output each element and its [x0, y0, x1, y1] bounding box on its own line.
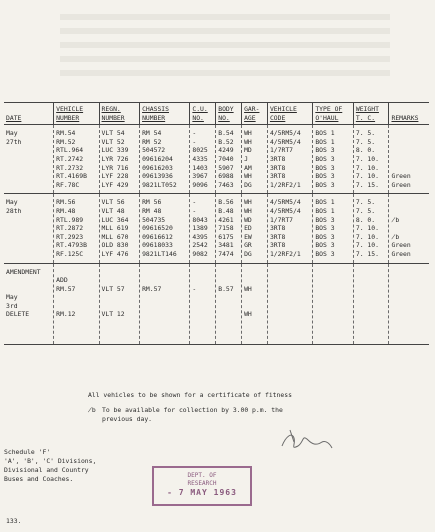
spacer	[56, 293, 96, 302]
cell-value: 5907	[218, 163, 234, 172]
spacer	[218, 268, 239, 277]
column-cell	[267, 194, 312, 263]
cell-value: 1/2RF2/1	[269, 249, 301, 258]
cell-value: 7. 5.	[355, 137, 376, 146]
delete-value	[192, 310, 213, 319]
cell-value: ED	[244, 224, 252, 233]
cell-value: 9821LT146	[142, 249, 177, 258]
cell-value: BOS 1	[315, 198, 335, 207]
amendment-date-line: 3rd	[6, 301, 18, 310]
delete-value	[142, 310, 187, 319]
column-cell	[242, 194, 268, 263]
amendment-cell	[190, 263, 216, 344]
spacer	[142, 302, 187, 311]
column-cell	[242, 125, 268, 194]
header-overhaul-type: TYPE OF O'HAUL	[313, 103, 354, 125]
cell-value: EW	[244, 232, 252, 241]
cell-value: OLD 830	[101, 241, 129, 250]
column-cell	[216, 194, 242, 263]
cell-value: BOS 3	[315, 215, 335, 224]
spacer	[192, 268, 213, 277]
cell-value: 3RT8	[269, 241, 286, 250]
cell-value: 7. 15.	[355, 180, 379, 189]
cell-value: 7. 10.	[355, 224, 379, 233]
spacer	[142, 276, 187, 285]
spacer	[270, 302, 310, 311]
spacer	[315, 268, 351, 277]
cell-value	[391, 198, 427, 207]
cell-value: LYF 228	[101, 172, 129, 181]
spacer	[192, 302, 213, 311]
cell-value: RM 54	[142, 129, 162, 138]
add-value: -	[192, 284, 197, 293]
spacer	[142, 268, 187, 277]
cell-value: 4335	[192, 154, 208, 163]
add-value: RM.57	[142, 284, 162, 293]
cell-value: 7. 10.	[355, 241, 379, 250]
table-body	[4, 125, 429, 344]
column-cell	[190, 194, 216, 263]
received-stamp: DEPT. OF RESEARCH - 7 MAY 1963	[152, 466, 252, 506]
collection-mark: ̸b	[88, 406, 96, 414]
cell-value: 8025	[192, 146, 208, 155]
column-cell	[99, 194, 140, 263]
notes-block	[88, 391, 292, 430]
cell-value: 4249	[218, 146, 234, 155]
cell-value: ̸b	[391, 215, 400, 224]
column-cell	[99, 125, 140, 194]
spacer	[6, 276, 51, 285]
cell-value: 3RT8	[269, 154, 286, 163]
amendment-date-cell	[4, 263, 54, 344]
cell-value	[391, 155, 427, 164]
cell-value: BOS 3	[315, 146, 335, 155]
cell-value: 1403	[192, 163, 208, 172]
header-garage: GAR- AGE	[242, 103, 268, 125]
amendment-cell	[140, 263, 190, 344]
cell-value: 3481	[218, 241, 234, 250]
cell-value: BOS 3	[315, 249, 335, 258]
spacer	[102, 302, 138, 311]
cell-value: RT.2732	[56, 163, 84, 172]
cell-value: WD	[244, 215, 252, 224]
cell-value: AM	[244, 163, 252, 172]
cell-value: 9082	[192, 249, 208, 258]
collection-note: ̸b To be available for collection by 3.00 p.m. the previous day.	[88, 406, 283, 423]
column-cell	[389, 125, 429, 194]
column-cell	[353, 194, 389, 263]
cell-value: MD	[244, 146, 252, 155]
spacer	[244, 302, 265, 311]
cell-value	[391, 207, 427, 216]
cell-value	[391, 146, 427, 155]
column-cell	[54, 194, 99, 263]
spacer	[244, 293, 265, 302]
header-remarks: REMARKS	[389, 103, 429, 125]
spacer	[244, 276, 265, 285]
cell-value: 09616520	[142, 224, 173, 233]
column-cell	[267, 125, 312, 194]
header-weight: WEIGHT T. C.	[353, 103, 389, 125]
cell-value: LYF 476	[101, 249, 129, 258]
spacer	[391, 276, 427, 285]
amendment-heading: AMENDMENT	[6, 267, 41, 276]
date-line: May	[6, 198, 18, 207]
faint-show-through	[60, 6, 390, 86]
cell-value: VLT 56	[101, 198, 125, 207]
cell-value: MLL 670	[101, 232, 129, 241]
delete-value: VLT 12	[101, 310, 125, 319]
spacer	[270, 293, 310, 302]
spacer	[315, 276, 351, 285]
date-cell	[4, 194, 54, 263]
cell-value: BOS 1	[315, 206, 335, 215]
cell-value: RM 48	[142, 206, 162, 215]
spacer	[270, 268, 310, 277]
cell-value: J	[244, 154, 248, 163]
cell-value: 1/7RT7	[269, 146, 294, 155]
amendment-cell	[313, 263, 354, 344]
cell-value	[391, 138, 427, 147]
cell-value: BOS 3	[315, 163, 335, 172]
cell-value: RM.52	[56, 137, 76, 146]
spacer	[6, 285, 51, 294]
cell-value: -	[192, 206, 197, 215]
column-cell	[353, 125, 389, 194]
delete-label: DELETE	[6, 310, 30, 319]
delete-value	[270, 310, 310, 319]
cell-value: RM.54	[56, 129, 76, 138]
spacer	[192, 276, 213, 285]
cell-value: RTL.989	[56, 215, 84, 224]
cell-value: 7. 5.	[355, 206, 376, 215]
column-cell	[216, 125, 242, 194]
spacer	[356, 268, 387, 277]
cell-value: 7463	[218, 180, 234, 189]
cell-value: Green	[391, 249, 411, 258]
column-cell	[54, 125, 99, 194]
cell-value: RF.78C	[56, 180, 80, 189]
spacer	[315, 293, 351, 302]
cell-value: RM 52	[142, 137, 162, 146]
cell-value: 7. 10.	[355, 154, 379, 163]
table-header-row	[4, 103, 429, 125]
cell-value: 3967	[192, 172, 208, 181]
amendment-cell	[99, 263, 140, 344]
cell-value: RT.2923	[56, 232, 84, 241]
header-vehicle-number: VEHICLE NUMBER	[54, 103, 99, 125]
cell-value: 7. 5.	[355, 198, 376, 207]
cell-value: 6175	[218, 232, 234, 241]
cell-value: ̸b	[391, 232, 400, 241]
cell-value: LYR 716	[101, 163, 129, 172]
cell-value: 3RT8	[269, 172, 286, 181]
spacer	[356, 293, 387, 302]
cell-value: Green	[391, 180, 411, 189]
cell-value: WH	[244, 206, 252, 215]
cell-value: 504572	[142, 146, 166, 155]
cell-value: VLT 54	[101, 129, 125, 138]
spacer	[218, 302, 239, 311]
cell-value: LUC 364	[101, 215, 129, 224]
cell-value: RM.56	[56, 198, 76, 207]
add-value: VLT 57	[101, 284, 125, 293]
cell-value: WH	[244, 198, 252, 207]
add-value: RM.57	[56, 284, 76, 293]
cell-value: RT.4793B	[56, 241, 87, 250]
cell-value: BOS 3	[315, 241, 335, 250]
cell-value: Green	[391, 241, 411, 250]
add-value	[270, 285, 310, 294]
cell-value: 1/2RF2/1	[269, 180, 301, 189]
schedule-info: Schedule 'F' 'A', 'B', 'C' Divisions, Divisional and Country Buses and Coaches.	[4, 448, 97, 483]
cell-value: -	[192, 129, 197, 138]
spacer	[391, 293, 427, 302]
column-cell	[313, 125, 354, 194]
date-cell	[4, 125, 54, 194]
cell-value: 1389	[192, 224, 208, 233]
cell-value: 8043	[192, 215, 208, 224]
cell-value: 4/5RM5/4	[269, 129, 301, 138]
table-row-group	[4, 194, 429, 263]
spacer	[218, 276, 239, 285]
cell-value: VLT 52	[101, 137, 125, 146]
cell-value: LYR 726	[101, 154, 129, 163]
cell-value	[391, 129, 427, 138]
header-vehicle-code: VEHICLE CODE	[267, 103, 312, 125]
cell-value: -	[192, 137, 197, 146]
cell-value: 7. 5.	[355, 129, 376, 138]
add-value	[315, 285, 351, 294]
cell-value: BOS 1	[315, 137, 335, 146]
spacer	[356, 302, 387, 311]
cell-value: B.52	[218, 137, 234, 146]
column-cell	[190, 125, 216, 194]
header-body-no: BODY NO.	[216, 103, 242, 125]
cell-value: 7. 15.	[355, 249, 379, 258]
cell-value: RT.2872	[56, 224, 84, 233]
cell-value: 7040	[218, 154, 234, 163]
handwritten-signature	[276, 422, 336, 456]
delete-value: RM.12	[56, 310, 76, 319]
cell-value: Green	[391, 172, 411, 181]
cell-value: MLL 619	[101, 224, 129, 233]
cell-value: LYF 429	[101, 180, 129, 189]
amendment-cell	[54, 263, 99, 344]
cell-value: WH	[244, 129, 252, 138]
cell-value: VLT 48	[101, 206, 125, 215]
cell-value: 8. 0.	[355, 146, 376, 155]
cell-value: 4395	[192, 232, 208, 241]
spacer	[56, 302, 96, 311]
cell-value: 7474	[218, 249, 234, 258]
header-chassis-number: CHASSIS NUMBER	[140, 103, 190, 125]
column-cell	[313, 194, 354, 263]
fitness-note: All vehicles to be shown for a certificate of fitness	[88, 391, 292, 399]
cell-value: 3RT8	[269, 163, 286, 172]
cell-value: 8. 0.	[355, 215, 376, 224]
spacer	[244, 268, 265, 277]
spacer	[315, 302, 351, 311]
cell-value: RF.125C	[56, 249, 84, 258]
cell-value	[391, 164, 427, 173]
spacer	[391, 302, 427, 311]
header-date: DATE	[4, 103, 54, 125]
add-label: ADD	[56, 276, 68, 285]
cell-value: 4/5RM5/4	[269, 206, 301, 215]
cell-value: 09618033	[142, 241, 173, 250]
delete-value	[218, 310, 239, 319]
cell-value: GR	[244, 241, 252, 250]
delete-value	[356, 310, 387, 319]
cell-value: BOS 3	[315, 172, 335, 181]
cell-value: RTL.964	[56, 146, 84, 155]
cell-value: 3RT8	[269, 224, 286, 233]
spacer	[218, 293, 239, 302]
spacer	[192, 293, 213, 302]
column-cell	[389, 194, 429, 263]
cell-value: BOS 3	[315, 232, 335, 241]
cell-value: 504735	[142, 215, 166, 224]
cell-value: WH	[244, 137, 252, 146]
amendment-cell	[353, 263, 389, 344]
cell-value: 09616612	[142, 232, 173, 241]
spacer	[142, 293, 187, 302]
cell-value: RM 56	[142, 198, 162, 207]
cell-value: 1/7RT7	[269, 215, 294, 224]
cell-value: RM.48	[56, 206, 76, 215]
cell-value: 4/5RM5/4	[269, 198, 301, 207]
cell-value: 3RT8	[269, 232, 286, 241]
cell-value: 6988	[218, 172, 234, 181]
cell-value	[391, 224, 427, 233]
cell-value: 9096	[192, 180, 208, 189]
spacer	[102, 276, 138, 285]
cell-value: B.54	[218, 129, 234, 138]
cell-value: 7. 10.	[355, 163, 379, 172]
cell-value: 7. 10.	[355, 172, 379, 181]
vehicle-schedule-table	[4, 102, 429, 345]
column-cell	[140, 125, 190, 194]
page-number: 133.	[6, 517, 22, 525]
spacer	[391, 268, 427, 277]
spacer	[102, 268, 138, 277]
cell-value: BOS 3	[315, 180, 335, 189]
date-line: 27th	[6, 137, 22, 146]
delete-value: WH	[244, 310, 252, 319]
amendment-cell	[389, 263, 429, 344]
add-value	[356, 285, 387, 294]
cell-value: DG	[244, 180, 252, 189]
cell-value: 4/5RM5/4	[269, 137, 301, 146]
cell-value: 4261	[218, 215, 234, 224]
cell-value: B.56	[218, 198, 234, 207]
spacer	[102, 293, 138, 302]
cell-value: B.48	[218, 206, 234, 215]
amendment-cell	[242, 263, 268, 344]
cell-value: DG	[244, 249, 252, 258]
header-regn-number: REGN. NUMBER	[99, 103, 140, 125]
cell-value: 7. 10.	[355, 232, 379, 241]
amendment-cell	[216, 263, 242, 344]
cell-value: 9821LT052	[142, 180, 177, 189]
add-value: WH	[244, 284, 252, 293]
date-line: May	[6, 129, 18, 138]
cell-value: -	[192, 198, 197, 207]
cell-value: WH	[244, 172, 252, 181]
cell-value: 2542	[192, 241, 208, 250]
cell-value: BOS 3	[315, 154, 335, 163]
add-value: B.57	[218, 284, 234, 293]
cell-value: 7158	[218, 224, 234, 233]
cell-value: 09616204	[142, 154, 173, 163]
cell-value: LUC 339	[101, 146, 129, 155]
delete-value	[315, 310, 351, 319]
column-cell	[140, 194, 190, 263]
spacer	[56, 268, 96, 277]
spacer	[356, 276, 387, 285]
cell-value: BOS 1	[315, 129, 335, 138]
add-value	[391, 285, 427, 294]
date-line: 28th	[6, 206, 22, 215]
header-cu-no: C.U. NO.	[190, 103, 216, 125]
cell-value: RT.4169B	[56, 172, 87, 181]
amendment-cell	[267, 263, 312, 344]
cell-value: 09616203	[142, 163, 173, 172]
amendment-row	[4, 263, 429, 344]
delete-value	[391, 310, 427, 319]
amendment-date-line: May	[6, 293, 18, 302]
cell-value: RT.2742	[56, 154, 84, 163]
spacer	[270, 276, 310, 285]
cell-value: BOS 3	[315, 224, 335, 233]
table-row-group	[4, 125, 429, 194]
cell-value: 09613936	[142, 172, 173, 181]
